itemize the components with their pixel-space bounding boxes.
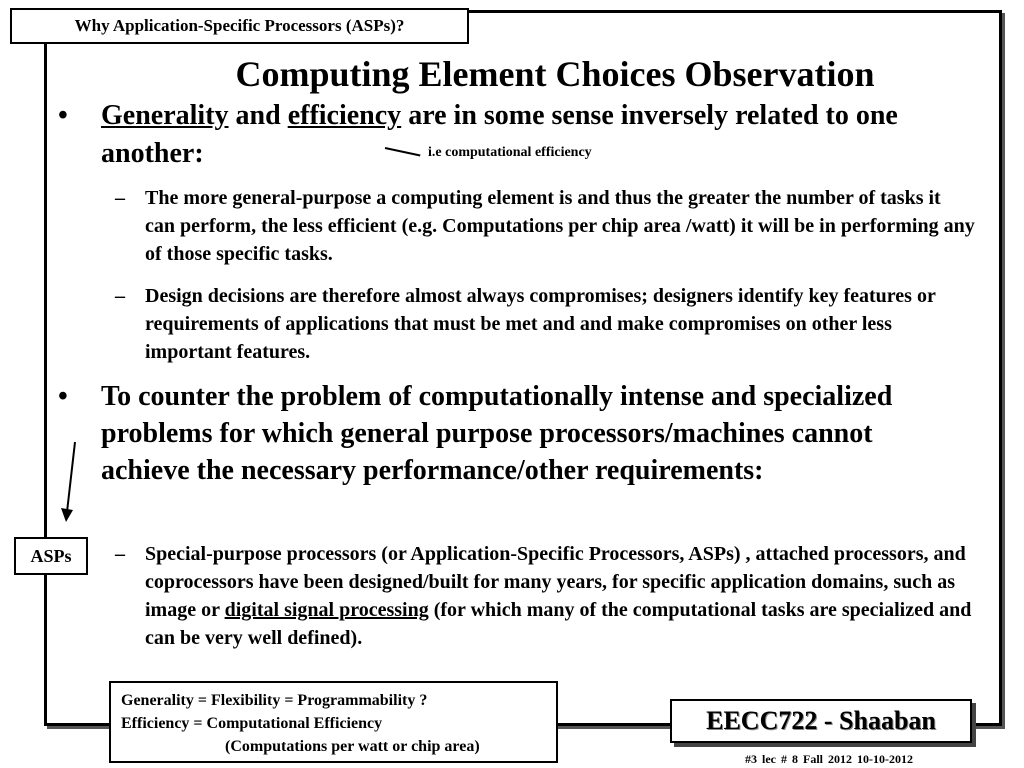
bullet-text: and: [228, 100, 288, 131]
efficiency-word: efficiency: [287, 100, 402, 131]
sub-bullet-text: (for which many of the computational tasks are specialized and can be very well defined).: [145, 599, 972, 649]
sub-bullet-text: Design decisions are therefore almost always compromises; designers identify key features or requirements of applications that must be met and and make compromises on other less important features.: [145, 285, 936, 363]
slide-footer: #3 lec # 8 Fall 2012 10-10-2012: [745, 752, 913, 766]
slide-title: Computing Element Choices Observation: [235, 54, 875, 94]
definition-line: (Computations per watt or chip area): [225, 738, 480, 755]
efficiency-note: i.e computational efficiency: [428, 145, 592, 160]
sub-bullet-text: Special-purpose processors (or Application-Specific Processors, ASPs) , attached processors, and coprocessors have been designed/built for many years, for specific application domains, such as image or: [145, 543, 966, 621]
sub-bullet-text: The more general-purpose a computing element is and thus the greater the number of tasks it can perform, the less efficient (e.g. Computations per chip area /watt) it will be in performing any of those specific tasks.: [145, 187, 975, 265]
asps-label-box: [14, 537, 88, 575]
bullet-text: To counter the problem of computationally intense and specialized problems for which general purpose processors/machines cannot achieve the necessary performance/other requirements:: [101, 381, 893, 486]
generality-word: Generality: [101, 100, 229, 131]
asps-label: ASPs: [30, 546, 72, 566]
definitions-box: [109, 681, 558, 763]
sub-bullet-marker: –: [115, 543, 125, 565]
definition-line: Generality = Flexibility = Programmability ?: [121, 692, 428, 709]
topic-box: [10, 8, 469, 44]
definition-line: Efficiency = Computational Efficiency: [121, 715, 383, 732]
sub-bullet-marker: –: [115, 285, 125, 307]
course-label: EECC722 - Shaaban: [706, 706, 936, 735]
bullet-marker: •: [58, 100, 68, 131]
bullet-text: are in some sense inversely related to one another:: [101, 100, 898, 169]
sub-bullet-marker: –: [115, 187, 125, 209]
down-arrow-icon: [55, 440, 85, 525]
course-label-box: [670, 699, 972, 743]
dsp-term: digital signal processing: [224, 599, 429, 621]
topic-text: Why Application-Specific Processors (ASPs)?: [74, 16, 405, 35]
bullet-marker: •: [58, 381, 68, 412]
